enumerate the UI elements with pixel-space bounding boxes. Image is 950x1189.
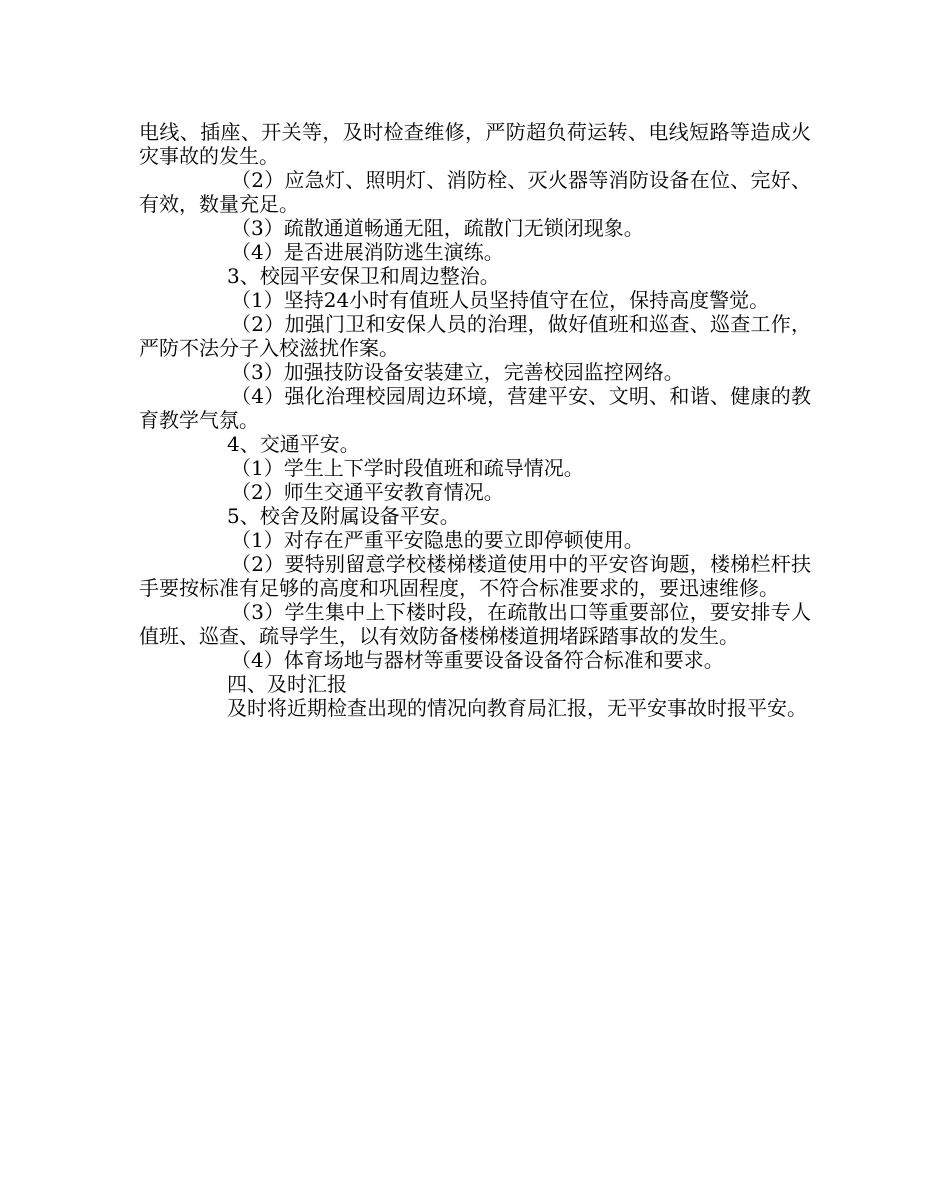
paragraph-17: （4）体育场地与器材等重要设备设备符合标准和要求。 [231, 648, 724, 672]
paragraph-15: （2）要特别留意学校楼梯楼道使用中的平安咨询题，楼梯栏杆扶手要按标准有足够的高度和巩固程度，不符合标准要求的，要迅速维修。 [139, 552, 811, 600]
document-body [139, 120, 811, 720]
paragraph-4: （4）是否进展消防逃生演练。 [231, 240, 504, 264]
paragraph-8: （3）加强技防设备安装建立，完善校园监控网络。 [231, 360, 684, 384]
paragraph-1: 电线、插座、开关等，及时检查维修，严防超负荷运转、电线短路等造成火灾事故的发生。 [139, 120, 811, 168]
section-heading-3: 3、校园平安保卫和周边整治。 [227, 264, 500, 288]
paragraph-12: （2）师生交通平安教育情况。 [231, 480, 504, 504]
paragraph-14: （1）对存在严重平安隐患的要立即停顿使用。 [231, 528, 644, 552]
section-heading-4: 4、交通平安。 [227, 432, 360, 456]
section-heading-report: 四、及时汇报 [227, 672, 347, 696]
paragraph-9: （4）强化治理校园周边环境，营建平安、文明、和谐、健康的教育教学气氛。 [139, 384, 811, 432]
paragraph-19: 及时将近期检查出现的情况向教育局汇报，无平安事故时报平安。 [227, 696, 807, 720]
section-heading-5: 5、校舍及附属设备平安。 [227, 504, 460, 528]
paragraph-7: （2）加强门卫和安保人员的治理，做好值班和巡查、巡查工作，严防不法分子入校滋扰作案。 [139, 312, 811, 360]
paragraph-3: （3）疏散通道畅通无阻，疏散门无锁闭现象。 [231, 216, 644, 240]
paragraph-2: （2）应急灯、照明灯、消防栓、灭火器等消防设备在位、完好、有效，数量充足。 [139, 168, 811, 216]
paragraph-11: （1）学生上下学时段值班和疏导情况。 [231, 456, 584, 480]
paragraph-16: （3）学生集中上下楼时段，在疏散出口等重要部位，要安排专人值班、巡查、疏导学生，以有效防备楼梯楼道拥堵踩踏事故的发生。 [139, 600, 811, 648]
paragraph-6: （1）坚持24小时有值班人员坚持值守在位，保持高度警觉。 [231, 288, 770, 312]
